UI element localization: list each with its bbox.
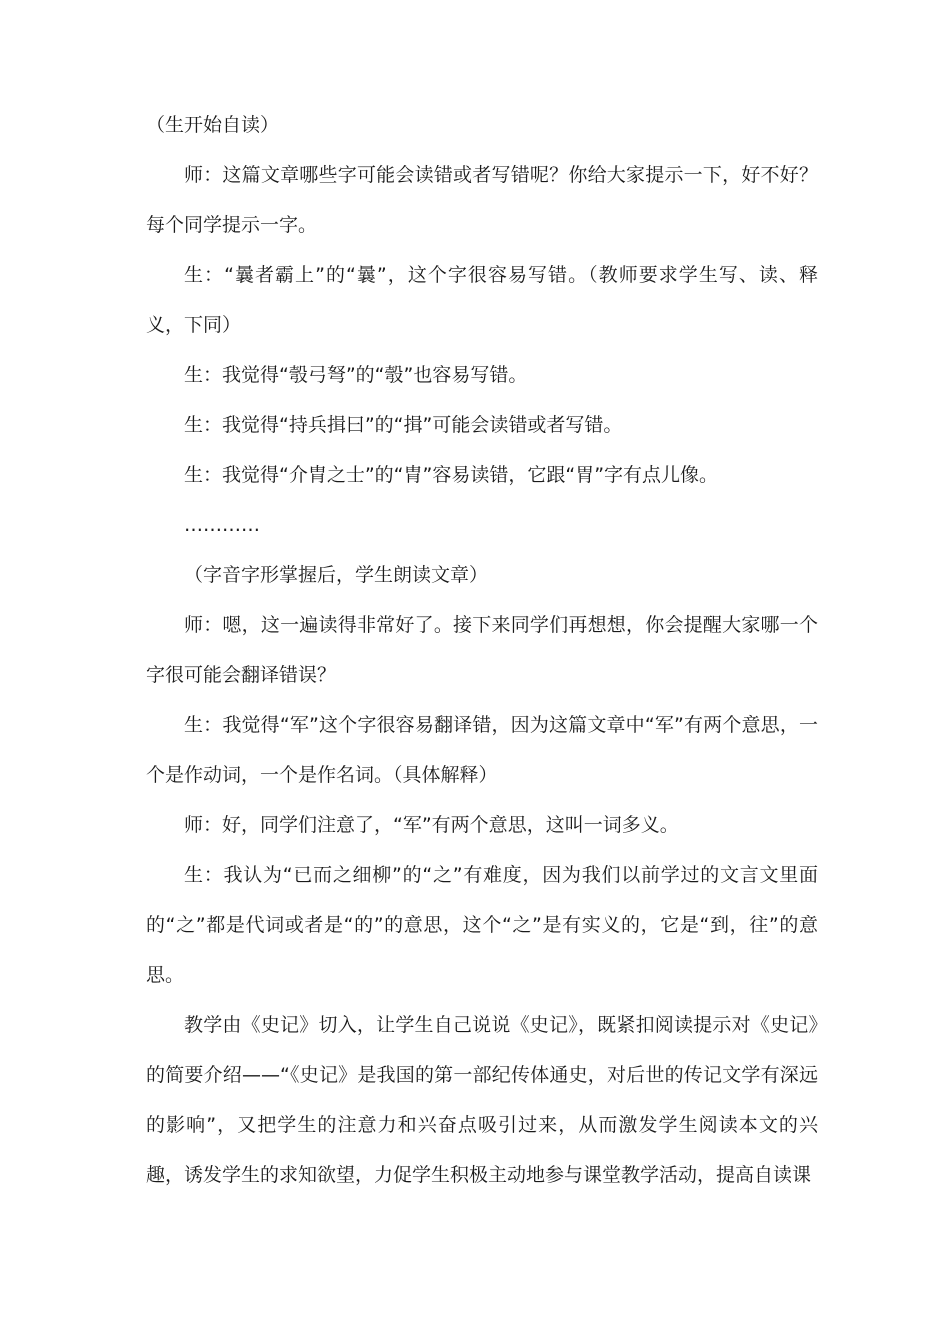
paragraph-stage-direction: （字音字形掌握后，学生朗读文章）	[184, 564, 489, 586]
paragraph-student-answer: 生：我觉得“介胄之士”的“胄”容易读错，它跟“胃”字有点儿像。	[184, 464, 719, 486]
paragraph-student-answer: 生：我觉得“彀弓弩”的“彀”也容易写错。	[184, 364, 528, 386]
paragraph-teacher-prompt: 师：嗯，这一遍读得非常好了。接下来同学们再想想，你会提醒大家哪一个字很可能会翻译错误？	[146, 614, 818, 686]
paragraph-stage-direction: （生开始自读）	[146, 114, 280, 136]
paragraph-ellipsis: …………	[184, 514, 260, 536]
paragraph-teacher-prompt: 师：这篇文章哪些字可能会读错或者写错呢？你给大家提示一下，好不好？每个同学提示一字。	[146, 164, 818, 236]
document-body	[146, 100, 818, 1200]
paragraph-student-answer: 生：“曩者霸上”的“曩”，这个字很容易写错。（教师要求学生写、读、释义，下同）	[146, 264, 818, 336]
paragraph-student-answer: 生：我觉得“军”这个字很容易翻译错，因为这篇文章中“军”有两个意思，一个是作动词，一个是作名词。（具体解释）	[146, 714, 818, 786]
paragraph-teacher-comment: 师：好，同学们注意了，“军”有两个意思，这叫一词多义。	[184, 814, 679, 836]
paragraph-student-answer: 生：我认为“已而之细柳”的“之”有难度，因为我们以前学过的文言文里面的“之”都是代词或者是“的”的意思，这个“之”是有实义的，它是“到，往”的意思。	[146, 864, 818, 986]
paragraph-student-answer: 生：我觉得“持兵揖曰”的“揖”可能会读错或者写错。	[184, 414, 623, 436]
paragraph-commentary: 教学由《史记》切入，让学生自己说说《史记》，既紧扣阅读提示对《史记》的简要介绍——“《史记》是我国的第一部纪传体通史，对后世的传记文学有深远的影响”，又把学生的注意力和兴奋点吸引过来，从而激发学生阅读本文的兴趣，诱发学生的求知欲望，力促学生积极主动地参与课堂教学活动，提高自读课	[146, 1014, 818, 1186]
